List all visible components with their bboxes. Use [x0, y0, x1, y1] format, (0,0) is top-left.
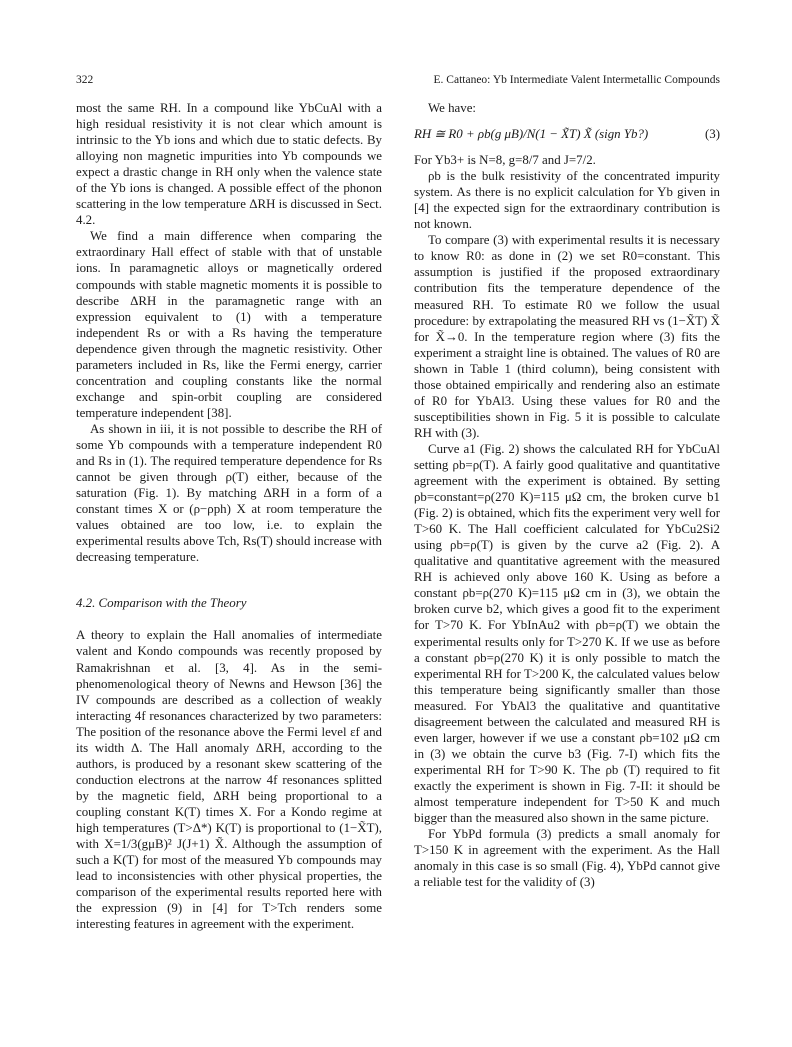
right-paragraph-4: Curve a1 (Fig. 2) shows the calculated RH for YbCuAl setting ρb=ρ(T). A fairly good qualitative and quantitative agreement with the experiment is obtained. By setting ρb=constant=ρ(270 K)=115 μΩ cm, the broken curve b1 (Fig. 2) is obtained, which fits the experiment very well for T>60 K. The Hall coefficient calculated for YbCu2Si2 using ρb=ρ(T) is given by the curve a2 (Fig. 2). A qualitative and quantitative agreement with the measured RH is achieved only above 160 K. Using as before a constant ρb=ρ(270 K)=115 μΩ cm in (3), we obtain the broken curve b2, which gives a good fit to the experiment for T>70 K. For YbInAu2 with ρb=ρ(T) we obtain the experimental results only for T>270 K. If we use as before a constant ρb=ρ(270 K) it is only possible to match the experimental RH for T>200 K, the calculated values below this temperature being significantly smaller than those measured. For YbAl3 the qualitative and quantitative disagreement between the calculated and measured RH is even larger, however if we use a constant ρb=102 μΩ cm in (3) we obtain the curve b3 (Fig. 7-I) which fits the experimental RH for T>90 K. The ρb (T) required to fit exactly the experiment is shown in Fig. 7-II: it should be almost temperature independent for T>50 K and much bigger than the measured also shown in the same picture. [414, 441, 720, 826]
running-title: E. Cattaneo: Yb Intermediate Valent Intermetallic Compounds [433, 74, 720, 86]
page-number: 322 [76, 74, 94, 86]
page-header [76, 74, 720, 90]
equation-3 [414, 126, 720, 142]
left-column [76, 100, 382, 932]
right-paragraph-1: For Yb3+ is N=8, g=8/7 and J=7/2. [414, 153, 596, 168]
section-title: 4.2. Comparison with the Theory [76, 596, 247, 611]
equation-body: RH ≅ R0 + ρb(g μB)/N(1 − X̃T) X̃ (sign Yb?) [414, 127, 649, 142]
right-column [414, 100, 720, 890]
section-spacer [76, 565, 382, 595]
we-have-text: We have: [428, 101, 476, 115]
left-paragraph-3: As shown in iii, it is not possible to describe the RH of some Yb compounds with a temperature independent R0 and Rs in (1). The required temperature dependence for Rs cannot be given through ρ(T) either, because of the saturation (Fig. 1). By matching ΔRH in a form of a constant times X or (ρ−ρph) X at room temperature the values obtained are too low, i.e. to explain the experimental results above Tch, Rs(T) should increase with decreasing temperature. [76, 421, 383, 565]
section-spacer-2 [76, 611, 382, 627]
left-paragraph-1: most the same RH. In a compound like YbCuAl with a high residual resistivity it is not clear which amount is intrinsic to the Yb ions and which due to static defects. By alloying non magnetic impurities into Yb compounds we expect a drastic change in RH only when the valence state of the Yb ions is changed. A possible effect of the phonon scattering in the low temperature ΔRH is discussed in Sect. 4.2. [76, 101, 382, 228]
right-paragraph-5: For YbPd formula (3) predicts a small anomaly for T>150 K in agreement with the experiment. As the Hall anomaly in this case is so small (Fig. 4), YbPd cannot give a reliable test for the validity of (3) [414, 827, 720, 890]
left-paragraph-2: We find a main difference when comparing the extraordinary Hall effect of stable with that of unstable ions. In paramagnetic alloys or magnetically ordered compounds with stable magnetic moments it is possible to describe ΔRH in the paramagnetic range with an expression equivalent to (1) with a temperature independent Rs or with a Rs having the temperature dependence given through the magnetic resistivity. Other parameters included in Rs, like the Fermi energy, carrier concentration and coupling constants like the normal exchange and spin-orbit coupling are considered temperature independent [38]. [76, 229, 382, 420]
equation-number: (3) [704, 127, 720, 142]
right-paragraph-2: ρb is the bulk resistivity of the concentrated impurity system. As there is no explicit calculation for Yb given in [4] the expected sign for the extraordinary contribution is not known. [414, 169, 720, 232]
left-paragraph-4: A theory to explain the Hall anomalies of intermediate valent and Kondo compounds was recently proposed by Ramakrishnan et al. [3, 4]. As in the semi-phenomenological theory of Newns and Hewson [36] the IV compounds are described as a collection of weakly interacting 4f resonances characterized by two parameters: The position of the resonance above the Fermi level εf and its width Δ. The Hall anomaly ΔRH, according to the authors, is produced by a resonant skew scattering of the conduction electrons at the narrow 4f resonances splitted by the magnetic field, ΔRH being proportional to a coupling constant K(T) times X. For a Kondo regime at high temperatures (T>Δ*) K(T) is proportional to (1−X̃T), with X=1/3(gμB)² J(J+1) X̃. Although the assumption of such a K(T) for most of the measured Yb compounds may lead to inconsistencies with other physical properties, the comparison of the experimental results reported here with the expression (9) in [4] for T>Tch renders some interesting features in agreement with the experiment. [76, 628, 382, 932]
right-paragraph-3: To compare (3) with experimental results it is necessary to know R0: as done in (2) we set R0=constant. This assumption is justified if the proposed extraordinary contribution fits the temperature dependence of the measured RH. To estimate R0 we follow the usual procedure: by extrapolating the measured RH vs (1−X̃T) X̃ for X̃→0. In the temperature region where (3) fits the experiment a straight line is obtained. The values of R0 are shown in Table 1 (third column), being consistent with those obtained empirically and rendering also an estimate of R0 for YbAl3. Using these values for R0 and the susceptibilities shown in Fig. 5 it is possible to calculate RH with (3). [414, 233, 720, 440]
